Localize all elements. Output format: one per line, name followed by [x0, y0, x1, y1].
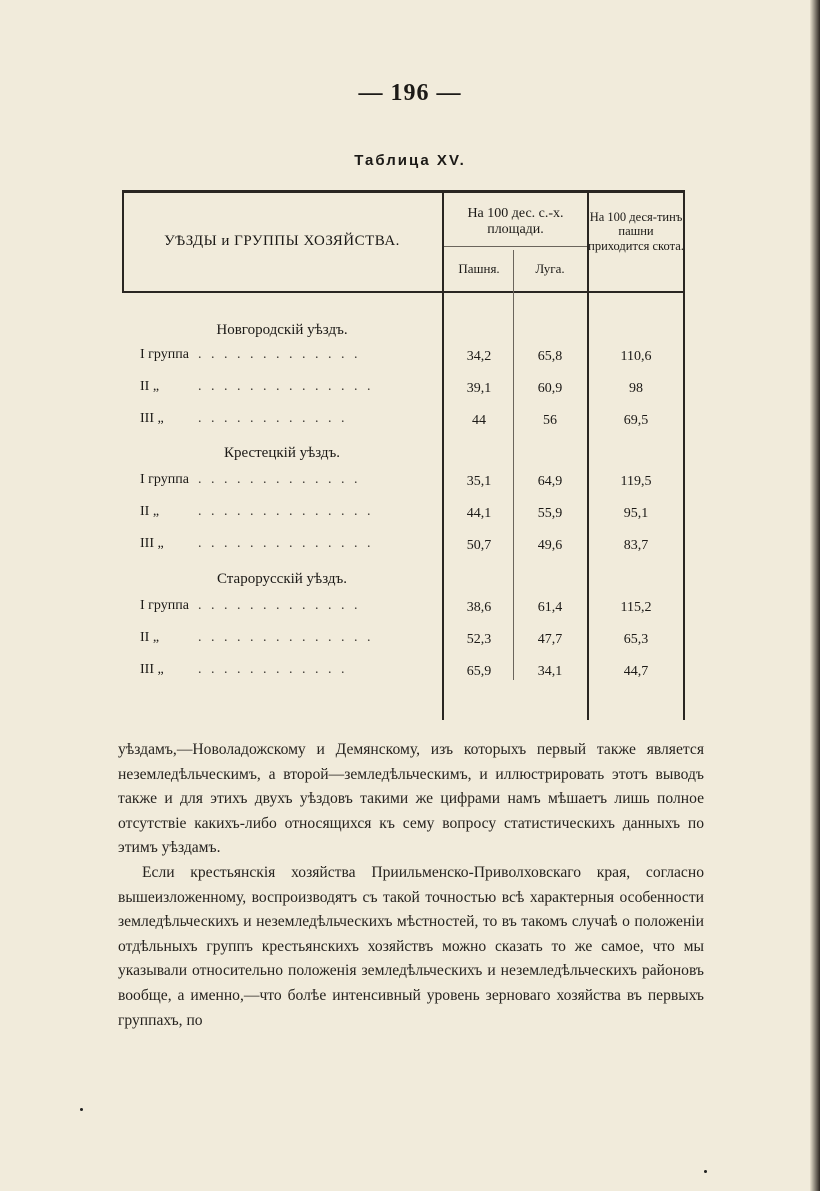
header-meadows: Луга.: [535, 261, 565, 276]
cell-meadows: 47,7: [537, 632, 563, 647]
cell-arable: 38,6: [466, 600, 492, 615]
district-heading: Старорусскій уѣздъ.: [217, 571, 347, 587]
leader-dots: . . . . . . . . . . . . . .: [198, 379, 374, 394]
body-text: [118, 738, 704, 1033]
table-top-rule: [122, 190, 684, 193]
cell-meadows: 34,1: [537, 664, 563, 679]
cell-cattle: 83,7: [623, 538, 649, 553]
cell-meadows: 49,6: [537, 538, 563, 553]
paragraph: Если крестьянскія хозяйства Приильменско-Приволховскаго края, согласно вышеизложенному, воспроизводятъ съ такой точностью всѣ характерныя особенности земледѣльческихъ и неземледѣльческихъ мѣстностей, то въ такомъ случаѣ о положеніи отдѣльныхъ группъ крестьянскихъ хозяйствъ можно сказать то же самое, что мы указывали относительно положенія земледѣльческихъ и неземледѣльческихъ районовъ вообще, а именно,—что болѣе интенсивный уровень зерноваго хозяйства въ первыхъ группахъ, по: [118, 863, 704, 1029]
district-heading: Новгородскій уѣздъ.: [216, 322, 348, 338]
table-row-label: [140, 472, 432, 488]
header-districts-groups: УѢЗДЫ и ГРУППЫ ХОЗЯЙСТВА.: [164, 233, 400, 249]
cell-arable: 39,1: [466, 381, 492, 396]
page-edge-shadow: [810, 0, 820, 1191]
table-title: Таблица XV.: [354, 152, 466, 169]
header-per-100-area: На 100 дес. с.-х. площади.: [467, 206, 564, 238]
group-label: III „: [140, 411, 164, 426]
cell-arable: 35,1: [466, 474, 492, 489]
table-row-label: [140, 347, 432, 363]
table-row-label: [140, 411, 432, 427]
cell-cattle: 44,7: [623, 664, 649, 679]
group-label: I группа: [140, 472, 189, 487]
cell-arable: 65,9: [466, 664, 492, 679]
header-arable: Пашня.: [458, 261, 500, 276]
cell-cattle: 110,6: [620, 349, 652, 364]
print-speck: [80, 1108, 83, 1111]
cell-meadows: 64,9: [537, 474, 563, 489]
leader-dots: . . . . . . . . . . . . .: [198, 472, 361, 487]
table-row-label: [140, 598, 432, 614]
cell-arable: 44,1: [466, 506, 492, 521]
leader-dots: . . . . . . . . . . . . . .: [198, 504, 374, 519]
leader-dots: . . . . . . . . . . . .: [198, 411, 348, 426]
table-row-label: [140, 504, 432, 520]
cell-meadows: 55,9: [537, 506, 563, 521]
group-label: I группа: [140, 347, 189, 362]
table-row-label: [140, 536, 432, 552]
group-label: II „: [140, 630, 160, 645]
leader-dots: . . . . . . . . . . . . .: [198, 347, 361, 362]
header-cattle-per-100: На 100 деся-тинъ пашни приходится скота.: [588, 210, 684, 253]
district-heading: Крестецкій уѣздъ.: [223, 445, 341, 461]
group-label: III „: [140, 536, 164, 551]
group-label: II „: [140, 379, 160, 394]
leader-dots: . . . . . . . . . . . . . .: [198, 630, 374, 645]
cell-cattle: 98: [629, 381, 643, 396]
header-bottom-rule: [122, 291, 684, 293]
group-label: III „: [140, 662, 164, 677]
group-label: I группа: [140, 598, 189, 613]
cell-arable: 34,2: [466, 349, 492, 364]
cell-meadows: 60,9: [537, 381, 563, 396]
cell-meadows: 56: [543, 413, 557, 428]
leader-dots: . . . . . . . . . . . . . .: [198, 536, 374, 551]
cell-meadows: 61,4: [537, 600, 563, 615]
cell-cattle: 95,1: [623, 506, 649, 521]
cell-arable: 44: [472, 413, 486, 428]
cell-arable: 52,3: [466, 632, 492, 647]
cell-cattle: 65,3: [623, 632, 649, 647]
cell-meadows: 65,8: [537, 349, 563, 364]
print-speck: [704, 1170, 707, 1173]
table-row-label: [140, 379, 432, 395]
leader-dots: . . . . . . . . . . . . .: [198, 598, 361, 613]
cell-cattle: 115,2: [620, 600, 652, 615]
subheader-rule: [444, 246, 587, 247]
table-row-label: [140, 630, 432, 646]
group-label: II „: [140, 504, 160, 519]
page-number: — 196 —: [358, 80, 462, 106]
paragraph: уѣздамъ,—Новоладожскому и Демянскому, изъ которыхъ первый также является неземледѣльческимъ, а второй—земледѣльческимъ, и иллюстрировать этотъ выводъ также и для этихъ двухъ уѣздовъ такими же цифрами намъ мѣшаетъ лишь полное отсутствіе какихъ-либо относящихся къ сему вопросу статистическихъ данныхъ по этимъ уѣздамъ.: [118, 741, 704, 857]
cell-cattle: 69,5: [623, 413, 649, 428]
table-row-label: [140, 662, 432, 678]
cell-cattle: 119,5: [620, 474, 652, 489]
cell-arable: 50,7: [466, 538, 492, 553]
leader-dots: . . . . . . . . . . . .: [198, 662, 348, 677]
